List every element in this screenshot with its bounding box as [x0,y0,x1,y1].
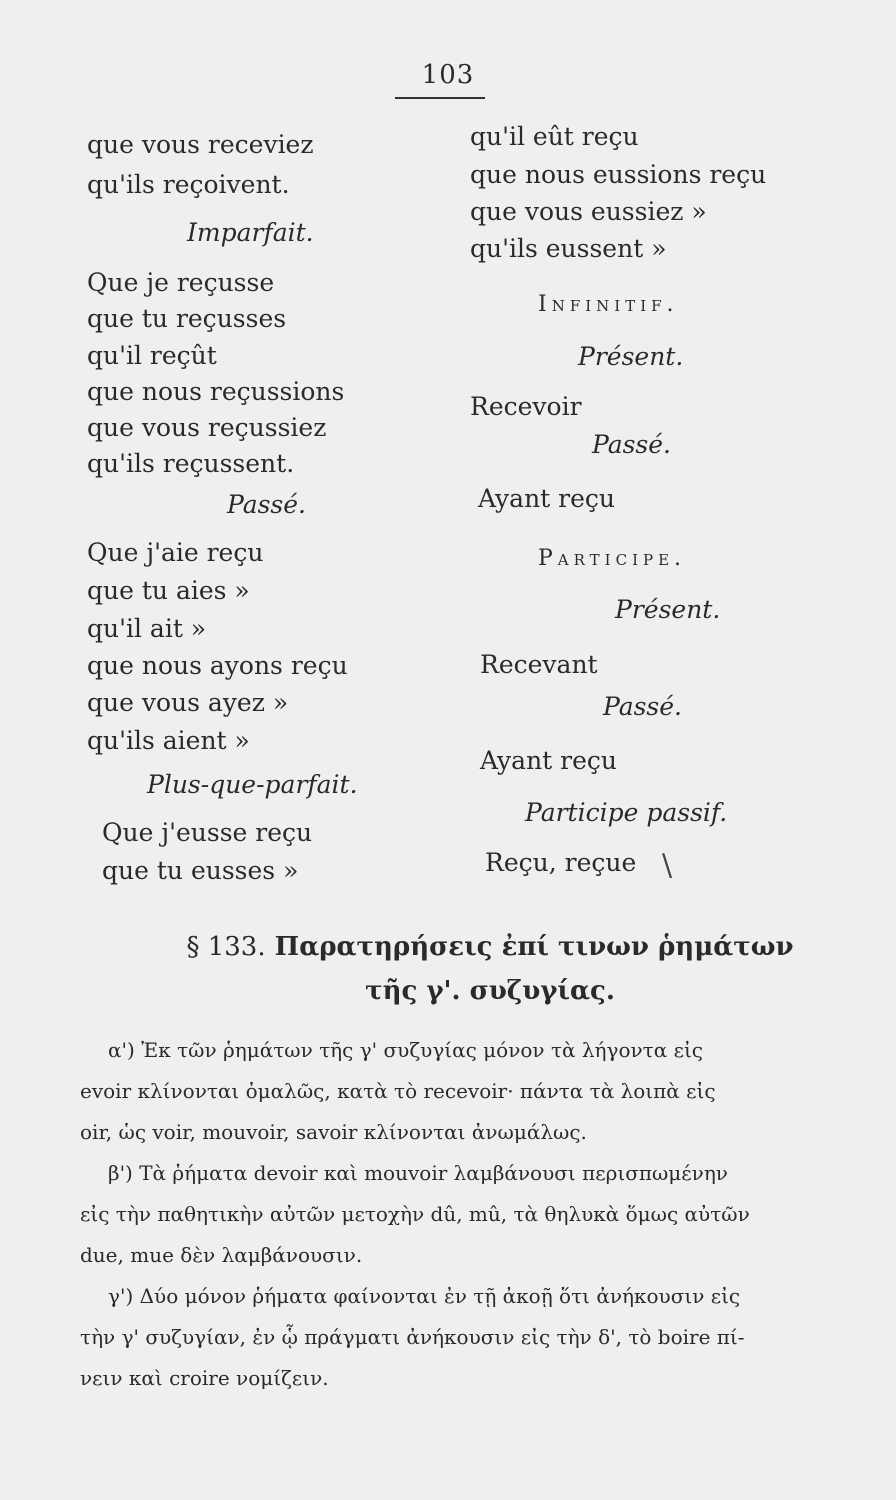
section-title-line1: Παρατηρήσεις ἐπί τινων ῥημάτων [274,932,794,962]
tense-heading: Passé. [227,490,307,519]
left-line: qu'ils aient » [87,726,250,755]
right-line: Ayant reçu [478,484,616,513]
left-line: que tu eusses » [102,856,299,885]
right-column [470,122,830,902]
paragraph-line: α') Ἐκ τῶν ῥημάτων τῆς γ' συζυγίας μόνον τὰ λήγοντα εἰς [108,1038,704,1062]
left-line: Que j'eusse reçu [102,818,313,847]
tense-heading: Présent. [615,595,721,624]
mood-heading: Infinitif. [538,292,679,317]
paragraph-line: τὴν γ' συζυγίαν, ἐν ᾧ πράγματι ἀνήκουσιν εἰς τὴν δ', τὸ boire πί- [80,1325,745,1349]
left-line: que nous ayons reçu [87,651,348,680]
paragraph-line: εἰς τὴν παθητικὴν αὐτῶν μετοχὴν dû, mû, τὰ θηλυκὰ ὅμως αὐτῶν [80,1202,750,1226]
paragraph-line: γ') Δύο μόνον ῥήματα φαίνονται ἐν τῇ ἀκοῇ ὅτι ἀνήκουσιν εἰς [108,1284,741,1308]
page-number: 103 [421,60,475,90]
tense-heading: Plus-que-parfait. [147,770,358,799]
paragraph-line: evoir κλίνονται ὁμαλῶς, κατὰ τὸ recevoir· πάντα τὰ λοιπὰ εἰς [80,1079,716,1103]
left-line: que tu aies » [87,576,250,605]
right-line: qu'il eût reçu [470,122,639,151]
right-line: Ayant reçu [480,746,618,775]
section-heading [140,925,840,1013]
left-line: Que je reçusse [87,268,275,297]
right-line: Reçu, reçue [485,848,637,877]
right-line: Recevoir [470,392,582,421]
left-line: qu'il ait » [87,614,207,643]
mood-heading: Participe. [538,546,687,571]
tense-heading: Imparfait. [187,218,314,247]
paragraph-line: νειν καὶ croire νομίζειν. [80,1366,329,1390]
left-line: que nous reçussions [87,377,345,406]
left-line: qu'ils reçussent. [87,449,295,478]
tense-heading: Participe passif. [525,798,728,827]
left-line: que vous ayez » [87,688,289,717]
left-line: Que j'aie reçu [87,538,264,567]
paragraph-line: β') Τὰ ῥήματα devoir καὶ mouvoir λαμβάνουσι περισπωμένην [108,1161,728,1185]
tense-heading: Passé. [603,692,683,721]
left-line: que tu reçusses [87,304,287,333]
section-body [80,1030,850,1399]
right-line: qu'ils eussent » [470,234,667,263]
right-line: Recevant [480,650,598,679]
left-line: que vous receviez [87,130,314,159]
right-line: que vous eussiez » [470,197,707,226]
left-line: que vous reçussiez [87,413,327,442]
section-number: § 133. [186,932,266,962]
left-column [87,130,447,910]
ink-mark: \ [662,848,673,883]
page-number-rule [395,97,485,99]
tense-heading: Présent. [578,342,684,371]
right-line: que nous eussions reçu [470,160,767,189]
left-line: qu'ils reçoivent. [87,170,290,199]
section-title-line2: τῆς γ'. συζυγίας. [365,976,615,1006]
paragraph-line: due, mue δὲν λαμβάνουσιν. [80,1243,363,1267]
left-line: qu'il reçût [87,341,217,370]
paragraph-line: oir, ὡς voir, mouvoir, savoir κλίνονται ἀνωμάλως. [80,1120,587,1144]
tense-heading: Passé. [592,430,672,459]
